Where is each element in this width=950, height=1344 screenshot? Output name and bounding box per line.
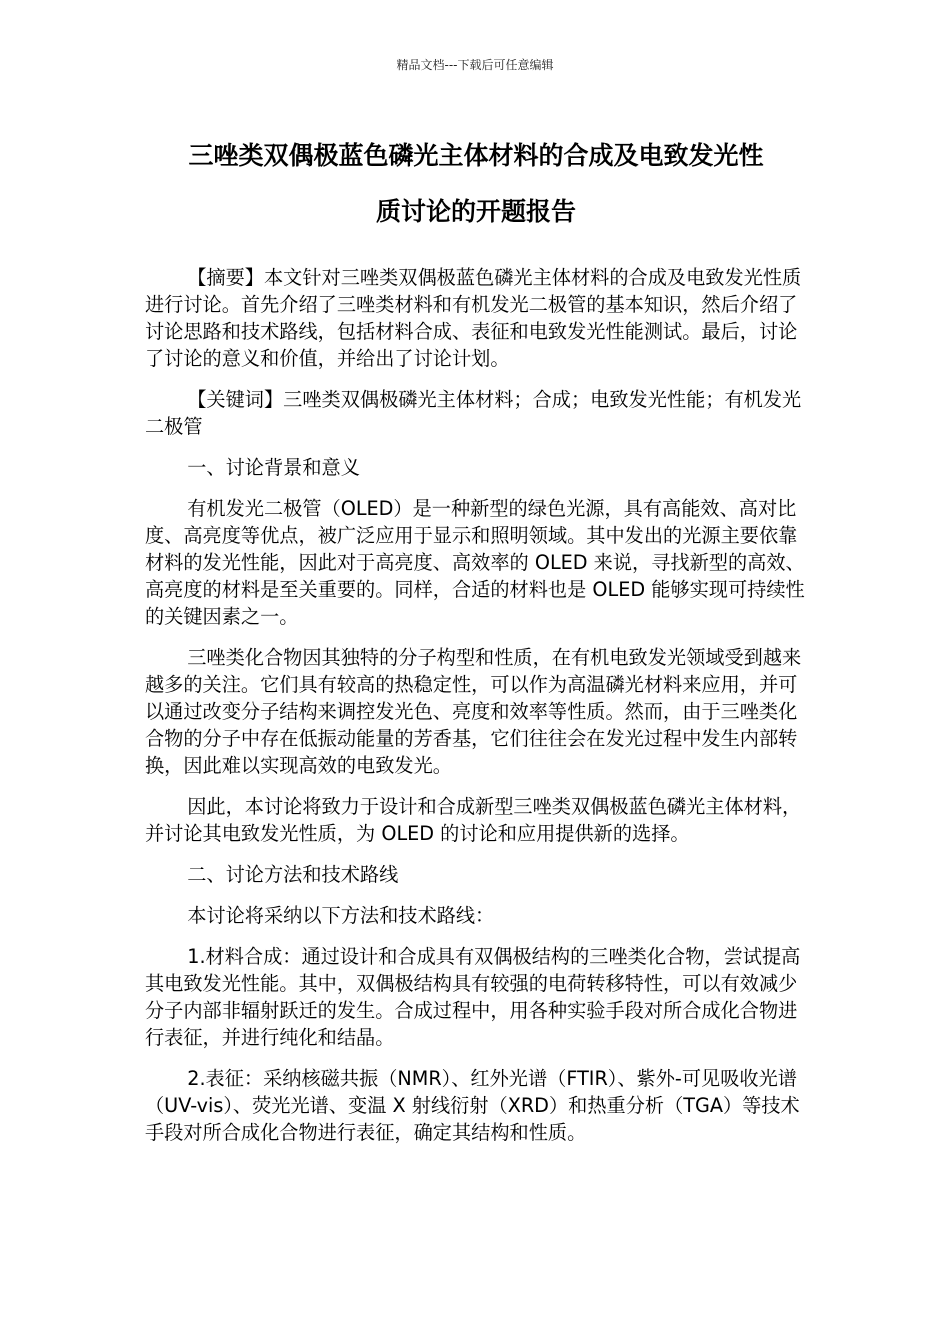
document-title (140, 128, 812, 240)
section-heading-methods: 二、讨论方法和技术路线 (187, 863, 399, 886)
section-heading-background: 一、讨论背景和意义 (187, 456, 360, 479)
document-title-line-1: 三唑类双偶极蓝色磷光主体材料的合成及电致发光性 (188, 141, 764, 170)
keywords-paragraph: 【关键词】三唑类双偶极磷光主体材料；合成；电致发光性能；有机发光二极管 (145, 388, 802, 438)
background-paragraph-1: 有机发光二极管（OLED）是一种新型的绿色光源，具有高能效、高对比度、高亮度等优点，被广泛应用于显示和照明领域。其中发出的光源主要依靠材料的发光性能，因此对于高亮度、高效率的 OLED 来说，寻找新型的高效、高亮度的材料是至关重要的。同样，合适的材料也是 OLED 能够实现可持续性的关键因素之一。 (145, 497, 805, 628)
methods-item-synthesis: 1.材料合成：通过设计和合成具有双偶极结构的三唑类化合物，尝试提高其电致发光性能。其中，双偶极结构具有较强的电荷转移特性，可以有效减少分子内部非辐射跃迁的发生。合成过程中，用各种实验手段对所合成化合物进行表征，并进行纯化和结晶。 (145, 945, 801, 1049)
background-paragraph-2: 三唑类化合物因其独特的分子构型和性质，在有机电致发光领域受到越来越多的关注。它们具有较高的热稳定性，可以作为高温磷光材料来应用，并可以通过改变分子结构来调控发光色、亮度和效率等性质。然而，由于三唑类化合物的分子中存在低振动能量的芳香基，它们往往会在发光过程中发生内部转换，因此难以实现高效的电致发光。 (145, 646, 802, 777)
document-body (145, 264, 809, 1160)
abstract-paragraph: 【摘要】本文针对三唑类双偶极蓝色磷光主体材料的合成及电致发光性质进行讨论。首先介绍了三唑类材料和有机发光二极管的基本知识，然后介绍了讨论思路和技术路线，包括材料合成、表征和电致发光性能测试。最后，讨论了讨论的意义和价值，并给出了讨论计划。 (145, 266, 802, 370)
page-header-note: 精品文档---下载后可任意编辑 (396, 58, 554, 72)
methods-item-characterization: 2.表征：采纳核磁共振（NMR）、红外光谱（FTIR）、紫外-可见吸收光谱（UV-vis）、荧光光谱、变温 X 射线衍射（XRD）和热重分析（TGA）等技术手段对所合成化合物进行表征，确定其结构和性质。 (145, 1067, 800, 1144)
document-title-line-2: 质讨论的开题报告 (375, 197, 576, 226)
methods-intro-paragraph: 本讨论将采纳以下方法和技术路线： (187, 904, 495, 927)
background-paragraph-3: 因此，本讨论将致力于设计和合成新型三唑类双偶极蓝色磷光主体材料，并讨论其电致发光性质，为 OLED 的讨论和应用提供新的选择。 (145, 795, 802, 845)
